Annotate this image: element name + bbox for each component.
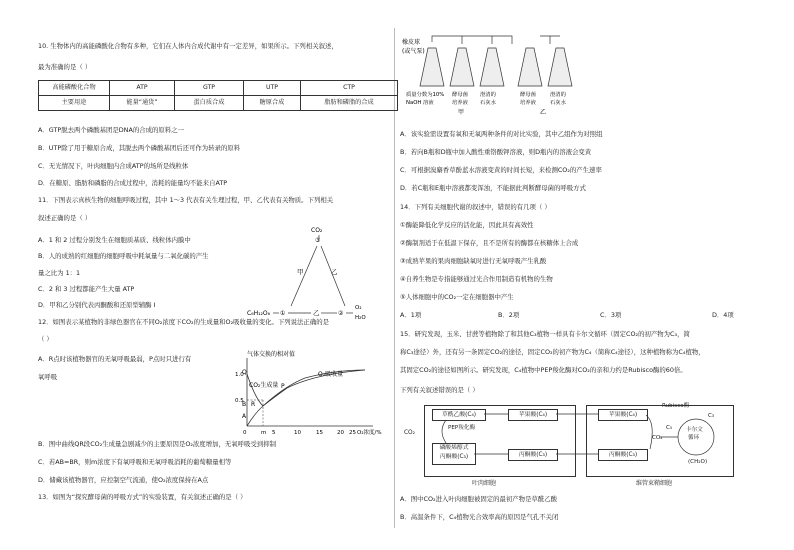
q11-option-d: D．甲和乙分别代表丙酮酸和还原型辅酶 I xyxy=(38,301,156,309)
table-row xyxy=(39,81,398,96)
bulb-label: 橡皮球 xyxy=(402,39,421,46)
co2-label: CO₂ xyxy=(311,227,323,234)
pep-text: 磷酸烯醇式 xyxy=(439,445,469,451)
q12-option-c: C．若AB=BR，则m浓度下有氧呼吸和无氧呼吸消耗的葡萄糖量相等 xyxy=(38,458,232,466)
x-tick: 15 xyxy=(316,430,323,436)
c5-label: C₅ xyxy=(666,425,673,431)
pep-enzyme-label: PEP羧化酶 xyxy=(448,425,476,431)
node-1: ① xyxy=(280,310,286,317)
flask-d-label: 酵母菌 xyxy=(520,92,536,98)
q12-stem: 12．如图表示某植物的非绿色器官在不同O₂浓度下CO₂的生成量和O₂吸收量的变化。下列说法正确的是 xyxy=(38,318,329,326)
o2-curve-label: O₂吸收量 xyxy=(318,371,344,378)
y-axis-label: 气体交换的相对值 xyxy=(247,351,296,358)
flask-e xyxy=(548,48,572,86)
atp-table xyxy=(38,80,398,111)
gas-exchange-graph xyxy=(225,348,385,440)
arrow-line xyxy=(646,415,652,449)
q13-option-c: C．可根据溴麝香草酚蓝水溶液变黄的时间长短，来检测CO₂的产生速率 xyxy=(400,166,602,174)
q14-item: ①酶能降低化学反应的活化能，因此具有高效性 xyxy=(400,221,534,229)
table-header: CTP xyxy=(301,81,398,96)
arrow-line xyxy=(442,420,446,443)
pyruvate-box-2: 丙酮酸(C₃) xyxy=(598,449,648,461)
q14-choice-a: A．1项 xyxy=(400,311,422,319)
x-tick: 25 xyxy=(349,430,356,436)
o2-label: O₂ xyxy=(355,305,362,311)
tubing xyxy=(432,36,512,44)
q12-option-d: D．储藏该植物器官，应控制空气流通，使O₂浓度保持在A点 xyxy=(38,476,209,484)
flask-b-label: 酵母菌 xyxy=(452,92,468,98)
o2-curve xyxy=(247,370,365,426)
rubisco-label: Rubisco酶 xyxy=(662,403,690,409)
q15-option-b: B．高温条件下，C₄植物光合效率高的原因是气孔不关闭 xyxy=(400,513,559,521)
flask-d-label-2: 培养液 xyxy=(520,100,536,106)
co2-in-label: CO₂ xyxy=(404,430,415,436)
q10-option-d: D．在糖原、脂肪和磷脂的合成过程中，消耗的能量均不能来自ATP xyxy=(38,179,228,187)
table-header: ATP xyxy=(110,81,175,96)
flask-c-label: 澄清的 xyxy=(480,92,496,98)
h2o-label: H₂O xyxy=(355,315,366,321)
q10-stem: 10. 生物体内的高能磷酸化合物有多种，它们在人体内合成代谢中有一定差异，如果所示。下列相关叙述， xyxy=(38,42,338,50)
table-header: GTP xyxy=(175,81,244,96)
flask-a-label: 质量分数为10% xyxy=(406,92,445,98)
q12-option-a-cont: 氧呼吸 xyxy=(38,373,58,381)
bulb-label-2: (或气泵) xyxy=(402,48,425,55)
c3-label: C₃ xyxy=(708,413,715,419)
yi-label: 乙 xyxy=(313,309,320,317)
node-3: ③ xyxy=(315,237,321,244)
y-tick: 0.5 xyxy=(235,398,244,404)
q11-stem-cont: 叙述正确的是（ ） xyxy=(38,214,92,222)
flask-e-label: 澄清的 xyxy=(550,92,566,98)
q13-option-b: B．若向B瓶和D瓶中加入酸性重铬酸钾溶液，则D瓶内的溶液会变黄 xyxy=(400,148,592,156)
q11-option-c: C．2 和 3 过程都能产生大量 ATP xyxy=(38,285,135,293)
tubing xyxy=(540,36,560,44)
jia-label: 甲 xyxy=(297,268,304,276)
flask-c-label-2: 石灰水 xyxy=(480,100,496,106)
group-jia-label: 甲 xyxy=(458,109,465,116)
co2-curve-label: CO₂生成量 xyxy=(249,382,279,389)
m-label: m xyxy=(261,430,267,436)
flask-b xyxy=(450,48,474,86)
malate-box-2: 苹果酸(C₄) xyxy=(598,409,648,421)
point-a: A xyxy=(242,413,247,420)
point-p: P xyxy=(281,383,285,390)
q11-option-a: A．1 和 2 过程分别发生在细胞质基质、线粒体内膜中 xyxy=(38,236,191,244)
table-cell: 脂肪和磷脂的合成 xyxy=(301,96,398,111)
flask-e-label-2: 石灰水 xyxy=(550,100,566,106)
q10-option-c: C．无光情况下，叶肉细胞内合成ATP的场所是线粒体 xyxy=(38,162,189,170)
q12-option-a: A．R点时该植物器官的无氧呼吸最弱，P点时只进行有 xyxy=(38,355,192,363)
q14-item: ④自养生物是专指能够通过光合作用制造有机物的生物 xyxy=(400,275,553,283)
x-tick: 20 xyxy=(337,430,344,436)
c4-pathway-diagram xyxy=(424,403,734,477)
yi-label-top: 乙 xyxy=(331,268,338,276)
point-b: B xyxy=(242,401,247,408)
calvin-cycle-circle xyxy=(678,419,714,455)
q11-option-b: B．人的成熟的红细胞的细胞呼吸中耗氧量与二氧化碳的产生 xyxy=(38,252,209,260)
q11-stem: 11．下图表示真核生物的细胞呼吸过程，其中 1～3 代表有关生理过程，甲、乙代表有关物质。下列相关 xyxy=(38,196,334,204)
q15-stem: 15．研究发现，玉米、甘蔗等植物除了和其他C₃植物一样具有卡尔文循环（固定CO₂的初产物为C₃，简 xyxy=(400,330,690,338)
table-cell: 主要用途 xyxy=(39,96,110,111)
q12-stem-cont: （ ） xyxy=(38,335,53,343)
q10-stem-cont: 最为准确的是（ ） xyxy=(38,63,92,71)
q13-option-a: A．该实验需设置有氧和无氧两种条件的对比实验，其中乙组作为对照组 xyxy=(400,130,603,138)
pep-text-2: 丙酮酸(C₃) xyxy=(439,454,469,460)
calvin-label-2: 循环 xyxy=(688,435,700,441)
q15-stem-2: 称C₃途径）外，还有另一条固定CO₂的途径，固定CO₂的初产物为C₄（简称C₄途径），这种植物称为C₄植物， xyxy=(400,348,705,356)
pyruvate-box-1: 丙酮酸(C₃) xyxy=(508,449,558,461)
yeast-apparatus xyxy=(400,30,620,122)
flask-c xyxy=(480,48,504,86)
q14-choice-d: D．4项 xyxy=(712,311,734,319)
q15-stem-4: 下列有关叙述错误的是（ ） xyxy=(400,386,479,394)
respiration-diagram xyxy=(245,222,385,322)
table-header: 高能磷酸化合物 xyxy=(39,81,110,96)
table-cell: 糖原合成 xyxy=(244,96,301,111)
q10-option-b: B．UTP除了用于糖原合成，其脱去两个磷酸基团后还可作为转录的原料 xyxy=(38,144,241,152)
flask-d xyxy=(518,48,542,86)
ch2o-label: (CH₂O) xyxy=(688,459,708,465)
arrow-line xyxy=(321,246,345,306)
glucose-label: C₆H₁₂O₆ xyxy=(247,310,271,317)
table-cell: 蛋白质合成 xyxy=(175,96,244,111)
y-tick: 1.0 xyxy=(235,372,244,378)
malate-box-1: 苹果酸(C₄) xyxy=(508,409,558,421)
q12-option-b: B．图中曲线QR段CO₂生成量急剧减少的主要原因是O₂浓度增加，无氧呼吸受到抑制 xyxy=(38,440,276,448)
q14-choice-b: B．2项 xyxy=(498,311,520,319)
q15-stem-3: 其固定CO₂的途径如图所示。研究发现，C₄植物中PEP羧化酶对CO₂的亲和力约是Rubisco酶的60倍。 xyxy=(400,366,687,374)
x-tick: 10 xyxy=(294,430,301,436)
q14-choice-c: C．3项 xyxy=(600,311,622,319)
node-2: ② xyxy=(338,310,344,317)
arrow-line xyxy=(291,246,317,306)
table-header: UTP xyxy=(244,81,301,96)
q13-option-d: D．若C瓶和E瓶中溶液都变浑浊，不能据此判断酵母菌的呼吸方式 xyxy=(400,184,586,192)
q14-item: ⑤人体细胞中的CO₂一定在细胞器中产生 xyxy=(400,293,514,301)
origin-label: 0 xyxy=(243,430,247,436)
q14-item: ②酶制剂适于在低温下保存，且不是所有的酶都在核糖体上合成 xyxy=(400,239,579,247)
x-tick: 5 xyxy=(272,430,276,436)
mesophyll-label: 叶肉细胞 xyxy=(472,480,497,487)
co2-mid-label: CO₂ xyxy=(652,435,663,441)
flask-a-label-2: NaOH 溶液 xyxy=(406,100,434,106)
table-cell: 能量“通货” xyxy=(110,96,175,111)
q15-option-a: A．图中CO₂进入叶肉细胞被固定的最初产物是草酰乙酸 xyxy=(400,495,558,503)
bundle-sheath-label: 维管束鞘细胞 xyxy=(636,480,673,487)
q14-item: ③成熟苹果的果肉细胞缺氧时进行无氧呼吸产生乳酸 xyxy=(400,257,547,265)
oaa-box: 草酰乙酸(C₄) xyxy=(432,409,486,421)
group-yi-label: 乙 xyxy=(540,109,547,116)
c4-arrows xyxy=(424,403,734,477)
q10-option-a: A．GTP脱去两个磷酸基团是DNA的合成的原料之一 xyxy=(38,126,184,134)
x-axis-label: O₂浓度/% xyxy=(357,430,382,436)
q13-stem: 13．如图为“探究酵母菌的呼吸方式”的实验装置，有关叙述正确的是（ ） xyxy=(38,493,247,501)
point-q: Q xyxy=(242,369,247,376)
flask-b-label-2: 培养液 xyxy=(452,100,468,106)
q11-option-b-cont: 量之比为 1：1 xyxy=(38,269,81,277)
point-r: R xyxy=(251,401,256,408)
calvin-label: 卡尔文 xyxy=(686,427,703,433)
table-row xyxy=(39,96,398,111)
q14-stem: 14．下列有关细胞代谢的叙述中，错误的有几项（ ） xyxy=(400,203,551,211)
